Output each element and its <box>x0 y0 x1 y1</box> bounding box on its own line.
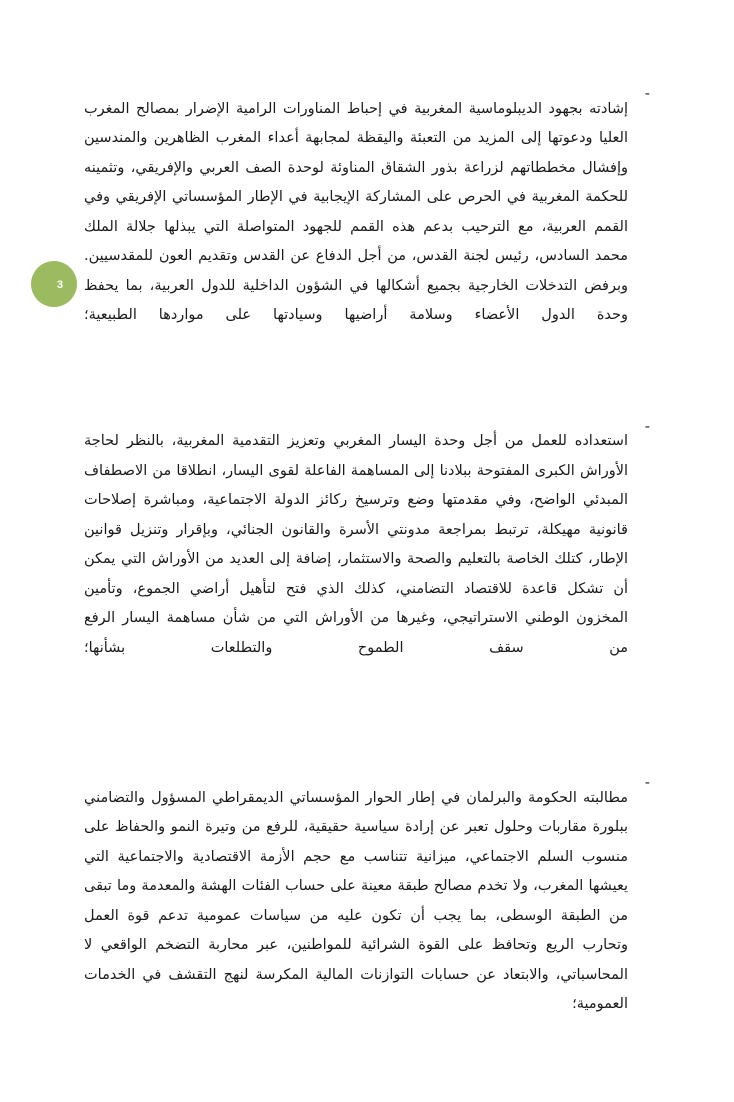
paragraph-text: إشادته بجهود الديبلوماسية المغربية في إحباط المناورات الرامية الإضرار بمصالح المغرب العليا ودعوتها إلى المزيد من التعبئة واليقظة لمجابهة أعداء المغرب الظاهرين والمندسين وإفشال مخططاتهم لزراعة بذور الشقاق المناوئة لوحدة الصف العربي والإفريقي، وتثمينه للحكمة المغربية في الحرص على المشاركة الإيجابية في الإطار المؤسساتي الإفريقي وفي القمم العربية، مع الترحيب بدعم هذه القمم للجهود المتواصلة التي يبذلها جلالة الملك محمد السادس، رئيس لجنة القدس، من أجل الدفاع عن القدس وتقديم العون للمقدسيين. وبرفض التدخلات الخارجية بجميع أشكالها في الشؤون الداخلية للدول العربية، بما يحفظ وحدة الدول الأعضاء وسلامة أراضيها وسيادتها على مواردها الطبيعية؛ <box>84 100 628 323</box>
paragraph-text: استعداده للعمل من أجل وحدة اليسار المغربي وتعزيز التقدمية المغربية، بالنظر لحاجة الأوراش الكبرى المفتوحة ببلادنا إلى المساهمة الفاعلة لقوى اليسار، انطلاقا من الاصطفاف المبدئي الواضح، وفي مقدمتها وضع وترسيخ ركائز الدولة الاجتماعية، ومباشرة إصلاحات قانونية مهيكلة، ترتبط بمراجعة مدونتي الأسرة والقانون الجنائي، وبإقرار وتنزيل قوانين الإطار، كتلك الخاصة بالتعليم والصحة والاستثمار، إضافة إلى العديد من الأوراش التي يمكن أن تشكل قاعدة للاقتصاد التضامني، كذلك الذي فتح لتأهيل أراضي الجموع، وتأمين المخزون الوطني الاستراتيجي، وغيرها من الأوراش التي من شأن مساهمة اليسار الرفع من سقف الطموح والتطلعات بشأنها؛ <box>84 433 628 656</box>
paragraph-text: مطالبته الحكومة والبرلمان في إطار الحوار المؤسساتي الديمقراطي المسؤول والتضامني ببلورة مقاربات وحلول تعبر عن إرادة سياسية حقيقية، للرفع من وتيرة النمو والحفاظ على منسوب السلم الاجتماعي، ميزانية تتناسب مع حجم الأزمة الاقتصادية والاجتماعية التي يعيشها المغرب، ولا تخدم مصالح طبقة معينة على حساب الفئات الهشة والمعدمة وما تبقى من الطبقة الوسطى، بما يجب أن تكون عليه من سياسات عمومية تدعم قوة العمل وتحارب الريع وتحافظ على القوة الشرائية للمواطنين، عبر محاربة التضخم الواقعي لا المحاسباتي، والابتعاد عن حسابات التوازنات المالية المكرسة لنهج التقشف في الخدمات العمومية؛ <box>84 789 628 1012</box>
list-item <box>84 769 650 1064</box>
page-number-text: 3 <box>56 278 64 291</box>
bullet-marker-icon: - <box>644 418 650 435</box>
list-item <box>84 413 650 708</box>
bullet-marker-icon: - <box>644 86 650 102</box>
document-body <box>84 80 650 1102</box>
page-number-badge <box>31 261 77 307</box>
bullet-marker-icon: - <box>644 775 650 791</box>
list-item <box>84 80 650 375</box>
